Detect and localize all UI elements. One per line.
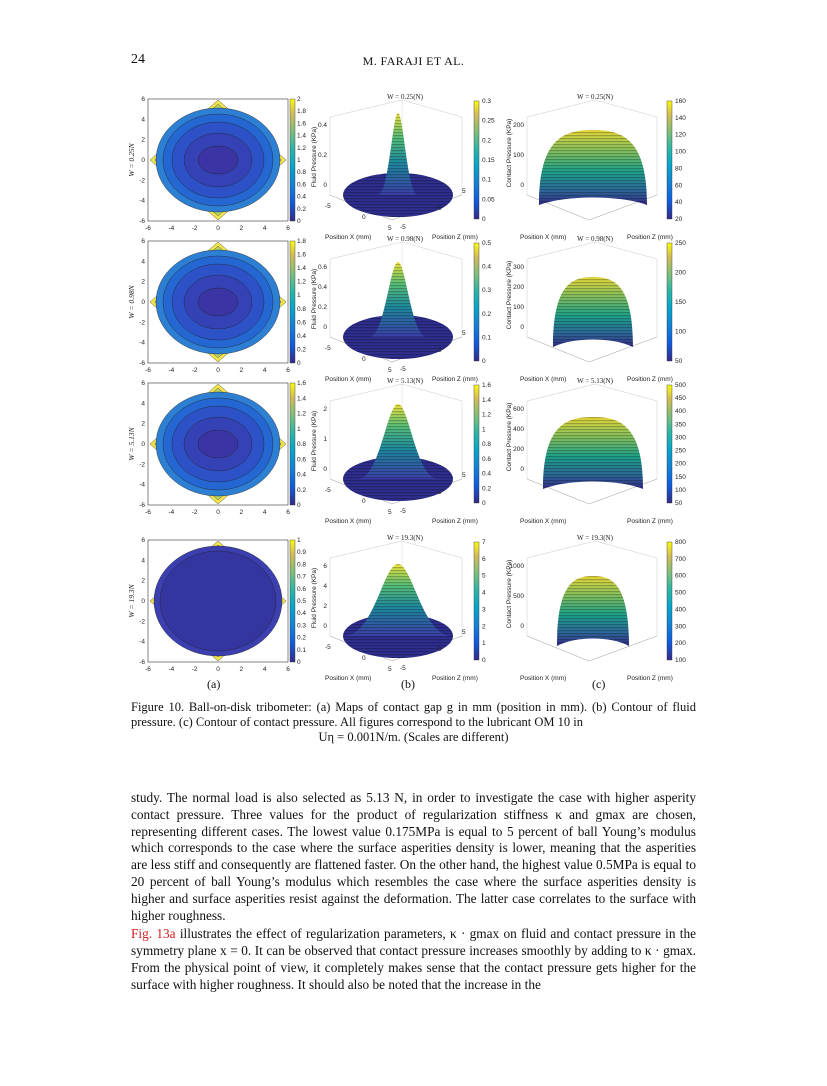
gap-x-tick: -2 (191, 367, 198, 374)
gap-y-tick: 4 (141, 400, 145, 408)
fluid-colorbar-tick: 0.3 (482, 98, 492, 105)
fluid-colorbar-tick: 0.1 (482, 176, 492, 184)
contact-pressure-dome-mesh (553, 277, 633, 347)
gap-x-tick: -4 (168, 509, 175, 516)
contact-pressure-dome-mesh (543, 417, 643, 489)
caption-line-2: Uη = 0.001N/m. (Scales are different) (318, 730, 509, 744)
fluid-colorbar-tick: 0 (482, 216, 486, 223)
gap-colorbar (290, 99, 295, 221)
fluid-z-axis-tick: 5 (462, 188, 466, 195)
gap-colorbar (290, 540, 295, 662)
contact-pos-x-label: Position X (mm) (520, 675, 567, 682)
contact-colorbar (667, 542, 672, 660)
fluid-colorbar-tick: 2 (482, 623, 486, 631)
fluid-colorbar-tick: 0.5 (482, 240, 492, 247)
gap-colorbar-tick: 2 (297, 96, 301, 103)
gap-y-tick: 2 (141, 420, 145, 428)
contact-z-tick: 200 (513, 446, 524, 453)
fluid-colorbar (474, 542, 479, 660)
gap-colorbar-tick: 1.4 (297, 395, 307, 403)
fluid-z-tick: 2 (323, 603, 327, 610)
gap-colorbar-tick: 0.4 (297, 610, 307, 618)
fluid-z-tick: 0.2 (317, 152, 327, 159)
contact-colorbar-tick: 80 (675, 165, 683, 173)
gap-contour-ellipse (160, 551, 276, 651)
contact-colorbar-tick: 300 (675, 434, 686, 442)
fluid-z-axis-tick: 0 (438, 646, 442, 653)
fluid-colorbar-tick: 0.15 (482, 157, 495, 164)
fluid-colorbar-tick: 6 (482, 555, 486, 563)
fluid-colorbar-tick: 1 (482, 426, 486, 434)
gap-colorbar-tick: 0.4 (297, 193, 307, 201)
contact-colorbar-tick: 50 (675, 358, 683, 365)
gap-x-tick: 2 (239, 367, 244, 374)
fluid-pressure-ylabel: Fluid Pressure (KPa) (311, 410, 318, 472)
fluid-z-tick: 4 (323, 583, 327, 590)
gap-colorbar-tick: 1.8 (297, 108, 307, 116)
fluid-colorbar-tick: 7 (482, 539, 486, 546)
gap-colorbar-tick: 0.2 (297, 634, 307, 642)
contact-colorbar-tick: 150 (675, 473, 686, 481)
contact-colorbar-tick: 200 (675, 640, 686, 648)
gap-y-tick: 6 (141, 537, 145, 544)
fluid-colorbar-tick: 0.1 (482, 334, 492, 342)
gap-x-tick: 2 (239, 666, 244, 673)
fluid-colorbar-tick: 0.2 (482, 485, 492, 493)
gap-y-tick: 6 (141, 238, 145, 245)
fluid-z-axis-tick: -5 (400, 366, 406, 373)
gap-colorbar (290, 383, 295, 505)
fluid-colorbar-tick: 3 (482, 606, 486, 614)
fluid-pos-z-label: Position Z (mm) (432, 376, 478, 383)
gap-y-tick: -6 (139, 659, 145, 666)
gap-colorbar (290, 241, 295, 363)
contact-colorbar-tick: 250 (675, 447, 686, 455)
contact-z-tick: 0 (520, 324, 524, 331)
gap-x-tick: 6 (286, 225, 290, 232)
gap-y-tick: -6 (139, 360, 145, 367)
fluid-colorbar-tick: 0.8 (482, 441, 492, 448)
w-label: W = 5.13N (127, 427, 136, 461)
fluid-pos-x-label: Position X (mm) (325, 518, 372, 525)
fluid-colorbar (474, 385, 479, 503)
contact-colorbar-tick: 60 (675, 182, 683, 190)
gap-y-tick: -4 (139, 638, 145, 646)
gap-y-tick: -4 (139, 339, 145, 347)
contact-colorbar-tick: 350 (675, 421, 686, 429)
gap-colorbar-tick: 0.9 (297, 549, 307, 557)
gap-colorbar-tick: 0.6 (297, 319, 307, 327)
gap-colorbar-tick: 0 (297, 502, 301, 509)
gap-colorbar-tick: 1 (297, 537, 301, 544)
gap-y-tick: 6 (141, 96, 145, 103)
fluid-colorbar-tick: 1 (482, 640, 486, 648)
gap-x-tick: 6 (286, 367, 290, 374)
fluid-pressure-ylabel: Fluid Pressure (KPa) (311, 567, 318, 629)
gap-colorbar-tick: 0.4 (297, 471, 307, 479)
contact-pressure-ylabel: Contact Pressure (KPa) (506, 402, 513, 472)
fluid-colorbar-tick: 0.25 (482, 117, 495, 125)
contact-plot-title: W = 5.13(N) (577, 377, 613, 385)
fluid-x-tick: 0 (362, 655, 366, 662)
contact-colorbar-tick: 160 (675, 98, 686, 105)
contact-colorbar-tick: 500 (675, 589, 686, 597)
gap-y-tick: 0 (141, 299, 145, 306)
body-text (131, 790, 696, 996)
contact-pressure-ylabel: Contact Pressure (KPa) (506, 559, 513, 629)
fluid-pos-x-label: Position X (mm) (325, 376, 372, 383)
contact-pressure-dome-mesh (557, 576, 629, 646)
fluid-z-tick: 0 (323, 182, 327, 189)
gap-y-tick: 0 (141, 598, 145, 605)
fluid-z-tick: 0 (323, 466, 327, 473)
gap-colorbar-tick: 1 (297, 425, 301, 433)
gap-y-tick: 6 (141, 380, 145, 387)
fluid-z-axis-tick: -5 (400, 665, 406, 672)
fluid-colorbar-tick: 0.4 (482, 263, 492, 271)
contact-pos-z-label: Position Z (mm) (627, 376, 673, 383)
figure-caption (131, 700, 696, 745)
page-number: 24 (131, 52, 145, 67)
fluid-colorbar-tick: 1.4 (482, 396, 492, 404)
fluid-pos-z-label: Position Z (mm) (432, 518, 478, 525)
fluid-z-axis-tick: 5 (462, 330, 466, 337)
fluid-z-axis-tick: 5 (462, 472, 466, 479)
gap-colorbar-tick: 0 (297, 218, 301, 225)
fluid-colorbar (474, 243, 479, 361)
contact-colorbar-tick: 200 (675, 269, 686, 277)
gap-x-tick: -2 (191, 225, 198, 232)
fluid-pos-z-label: Position Z (mm) (432, 675, 478, 682)
contact-colorbar-tick: 40 (675, 199, 683, 207)
contact-colorbar-tick: 140 (675, 114, 686, 122)
fluid-colorbar-tick: 0.2 (482, 310, 492, 318)
fluid-colorbar-tick: 0 (482, 358, 486, 365)
fluid-colorbar-tick: 5 (482, 572, 486, 580)
contact-colorbar-tick: 20 (675, 216, 683, 223)
fluid-colorbar-tick: 0 (482, 657, 486, 664)
fluid-colorbar-tick: 0.2 (482, 137, 492, 145)
fluid-z-axis-tick: 0 (438, 489, 442, 496)
gap-colorbar-tick: 1.4 (297, 265, 307, 273)
gap-x-tick: 4 (262, 367, 267, 374)
fluid-z-axis-tick: 5 (462, 629, 466, 636)
gap-colorbar-tick: 0.8 (297, 305, 307, 313)
gap-x-tick: 0 (216, 225, 220, 232)
gap-colorbar-tick: 0.8 (297, 441, 307, 448)
fluid-z-tick: 0.4 (317, 284, 327, 291)
gap-y-tick: 0 (141, 157, 145, 164)
fluid-z-tick: 0.2 (317, 304, 327, 311)
gap-y-tick: 2 (141, 278, 145, 286)
contact-z-tick: 200 (513, 122, 524, 129)
contact-pos-z-label: Position Z (mm) (627, 234, 673, 241)
gap-colorbar-tick: 0.5 (297, 598, 307, 605)
contact-z-tick: 1000 (509, 563, 524, 570)
fluid-x-tick: -5 (325, 203, 331, 210)
paragraph-2 (131, 926, 696, 993)
w-label: W = 0.25N (127, 143, 136, 177)
gap-colorbar-tick: 0.8 (297, 561, 307, 569)
gap-y-tick: -4 (139, 197, 145, 205)
figure-row-3 (127, 377, 686, 525)
contact-colorbar-tick: 200 (675, 460, 686, 468)
contact-z-tick: 600 (513, 406, 524, 413)
contact-colorbar-tick: 150 (675, 299, 686, 306)
contact-plot-title: W = 0.25(N) (577, 93, 613, 101)
contact-pressure-ylabel: Contact Pressure (KPa) (506, 260, 513, 330)
sublabel-a: (a) (207, 677, 221, 691)
gap-x-tick: 2 (239, 509, 244, 516)
fluid-z-tick: 0 (323, 324, 327, 331)
gap-x-tick: 4 (262, 509, 267, 516)
fluid-colorbar-tick: 1.6 (482, 382, 492, 389)
contact-colorbar-tick: 100 (675, 657, 686, 664)
contact-colorbar-tick: 400 (675, 606, 686, 614)
contact-colorbar-tick: 300 (675, 623, 686, 631)
fluid-pressure-ylabel: Fluid Pressure (KPa) (311, 126, 318, 188)
fluid-z-axis-tick: 0 (438, 347, 442, 354)
gap-colorbar-tick: 0.7 (297, 573, 307, 581)
gap-colorbar-tick: 0.8 (297, 169, 307, 177)
fluid-z-tick: 0.6 (317, 264, 327, 271)
contact-pos-z-label: Position Z (mm) (627, 675, 673, 682)
gap-y-tick: 4 (141, 116, 145, 124)
fluid-z-axis-tick: -5 (400, 224, 406, 231)
fluid-pos-x-label: Position X (mm) (325, 234, 372, 241)
fluid-colorbar-tick: 0.4 (482, 470, 492, 478)
fluid-x-tick: 0 (362, 356, 366, 363)
contact-colorbar-tick: 400 (675, 408, 686, 416)
gap-y-tick: -2 (139, 319, 145, 327)
gap-x-tick: 0 (216, 666, 220, 673)
gap-x-tick: 6 (286, 509, 290, 516)
gap-contour-ellipse (198, 288, 238, 316)
fluid-z-tick: 2 (323, 406, 327, 413)
fluid-plot-title: W = 5.13(N) (387, 377, 423, 385)
gap-colorbar-tick: 1.2 (297, 278, 307, 286)
fluid-plot-title: W = 19.3(N) (387, 534, 423, 542)
gap-x-tick: 6 (286, 666, 290, 673)
fluid-pressure-ylabel: Fluid Pressure (KPa) (311, 268, 318, 330)
contact-colorbar-tick: 50 (675, 500, 683, 507)
gap-contour-ellipse (198, 430, 238, 458)
gap-x-tick: -2 (191, 509, 198, 516)
gap-x-tick: 4 (262, 666, 267, 673)
gap-y-tick: -2 (139, 177, 145, 185)
gap-contour-ellipse (198, 146, 238, 174)
fluid-x-tick: -5 (325, 487, 331, 494)
gap-y-tick: 4 (141, 557, 145, 565)
contact-colorbar-tick: 100 (675, 328, 686, 336)
gap-colorbar-tick: 0.1 (297, 646, 307, 654)
fluid-x-tick: 5 (388, 225, 392, 232)
contact-pos-z-label: Position Z (mm) (627, 518, 673, 525)
fluid-plot-title: W = 0.25(N) (387, 93, 423, 101)
contact-pos-x-label: Position X (mm) (520, 234, 567, 241)
fluid-colorbar (474, 101, 479, 219)
contact-pressure-dome-mesh (539, 130, 647, 205)
contact-z-tick: 300 (513, 264, 524, 271)
contact-plot-title: W = 19.3(N) (577, 534, 613, 542)
fluid-z-axis-tick: -5 (400, 508, 406, 515)
gap-x-tick: -6 (145, 225, 151, 232)
fluid-plot-title: W = 0.98(N) (387, 235, 423, 243)
contact-plot-base (527, 337, 657, 362)
paragraph-1: study. The normal load is also selected as 5.13 N, in order to investigate the case with higher asperity contact pressure. Three values for the product of regularization stiffness κ and gmax are chosen, representing different cases. The lowest value 0.175MPa is equal to 5 percent of ball Young’s modulus which corresponds to the case where the surface asperities density is lower, meaning that the asperities are less stiff and consequently are flattened faster. On the other hand, the highest value 0.5MPa is equal to 20 percent of ball Young’s modulus which resembles the case where the surface asperities density is higher and surface asperities resist against the deformation. The latter case correlates to the surface with higher roughness. (131, 790, 696, 923)
figure-row-4 (127, 534, 686, 682)
figure-reference-link[interactable]: Fig. 13a (131, 926, 176, 942)
w-label: W = 19.3N (127, 584, 136, 618)
gap-x-tick: -6 (145, 509, 151, 516)
gap-x-tick: -6 (145, 666, 151, 673)
fluid-z-tick: 0.4 (317, 122, 327, 129)
contact-colorbar-tick: 600 (675, 572, 686, 580)
gap-colorbar-tick: 0.4 (297, 332, 307, 340)
contact-colorbar-tick: 450 (675, 395, 686, 403)
gap-colorbar-tick: 1.8 (297, 238, 307, 245)
gap-colorbar-tick: 1.4 (297, 132, 307, 140)
fluid-colorbar-tick: 0.3 (482, 287, 492, 295)
sublabel-c: (c) (592, 677, 606, 691)
gap-x-tick: 0 (216, 509, 220, 516)
fluid-pos-x-label: Position X (mm) (325, 675, 372, 682)
paragraph-2-text: illustrates the effect of regularization parameters, κ · gmax on fluid and contact pressure in the symmetry plane x = 0. It can be observed that contact pressure increases smoothly by adding to κ · gmax. From the physical point of view, it completely makes sense that the contact pressure gets higher for the surface with higher roughness. It should also be noted that the increase in the (131, 926, 696, 992)
fluid-z-tick: 1 (323, 436, 327, 443)
fluid-colorbar-tick: 4 (482, 589, 486, 597)
gap-x-tick: -4 (168, 225, 175, 232)
gap-x-tick: 2 (239, 225, 244, 232)
gap-x-tick: 0 (216, 367, 220, 374)
gap-colorbar-tick: 0.6 (297, 456, 307, 464)
fluid-x-tick: 5 (388, 367, 392, 374)
contact-z-tick: 500 (513, 593, 524, 600)
contact-colorbar-tick: 800 (675, 539, 686, 546)
gap-y-tick: -2 (139, 461, 145, 469)
fluid-x-tick: -5 (325, 345, 331, 352)
gap-y-tick: 0 (141, 441, 145, 448)
contact-z-tick: 200 (513, 284, 524, 291)
contact-pos-x-label: Position X (mm) (520, 376, 567, 383)
fluid-x-tick: 5 (388, 509, 392, 516)
contact-plot-title: W = 0.98(N) (577, 235, 613, 243)
contact-colorbar-tick: 100 (675, 148, 686, 156)
contact-z-tick: 400 (513, 426, 524, 433)
figure-row-1 (127, 93, 686, 241)
gap-colorbar-tick: 0.2 (297, 346, 307, 354)
contact-z-tick: 0 (520, 623, 524, 630)
fluid-colorbar-tick: 1.2 (482, 411, 492, 419)
contact-colorbar (667, 385, 672, 503)
running-head: M. FARAJI ET AL. (362, 54, 465, 68)
fluid-colorbar-tick: 0.6 (482, 455, 492, 463)
fluid-x-tick: -5 (325, 644, 331, 651)
gap-x-tick: -2 (191, 666, 198, 673)
contact-z-tick: 0 (520, 182, 524, 189)
contact-pos-x-label: Position X (mm) (520, 518, 567, 525)
contact-colorbar-tick: 120 (675, 131, 686, 139)
fluid-x-tick: 5 (388, 666, 392, 673)
gap-x-tick: -4 (168, 666, 175, 673)
gap-y-tick: -2 (139, 618, 145, 626)
fluid-colorbar-tick: 0.05 (482, 196, 495, 204)
sublabel-b: (b) (401, 677, 415, 691)
contact-pressure-ylabel: Contact Pressure (KPa) (506, 118, 513, 188)
gap-colorbar-tick: 0.6 (297, 585, 307, 593)
contact-z-tick: 0 (520, 466, 524, 473)
gap-colorbar-tick: 1.6 (297, 251, 307, 259)
contact-colorbar (667, 101, 672, 219)
gap-colorbar-tick: 0.3 (297, 622, 307, 630)
gap-y-tick: -6 (139, 218, 145, 225)
figure-row-2 (127, 235, 686, 383)
gap-colorbar-tick: 0 (297, 360, 301, 367)
gap-y-tick: 2 (141, 136, 145, 144)
contact-colorbar (667, 243, 672, 361)
gap-y-tick: -4 (139, 481, 145, 489)
contact-z-tick: 100 (513, 304, 524, 311)
fluid-pos-z-label: Position Z (mm) (432, 234, 478, 241)
contact-colorbar-tick: 500 (675, 382, 686, 389)
fluid-z-axis-tick: 0 (438, 205, 442, 212)
caption-line-1: Figure 10. Ball-on-disk tribometer: (a) Maps of contact gap g in mm (position in mm). (b) Contour of fluid pressure. (c) Contour of contact pressure. All figures correspond to the lubricant OM 10 in (131, 700, 696, 729)
gap-y-tick: 2 (141, 577, 145, 585)
contact-colorbar-tick: 700 (675, 555, 686, 563)
contact-z-tick: 100 (513, 152, 524, 159)
gap-colorbar-tick: 0.6 (297, 181, 307, 189)
contact-colorbar-tick: 250 (675, 240, 686, 247)
gap-colorbar-tick: 1.6 (297, 120, 307, 128)
gap-colorbar-tick: 0.2 (297, 486, 307, 494)
contact-plot-base (527, 636, 657, 661)
gap-colorbar-tick: 1.6 (297, 380, 307, 387)
gap-colorbar-tick: 0 (297, 659, 301, 666)
gap-y-tick: -6 (139, 502, 145, 509)
fluid-x-tick: 0 (362, 214, 366, 221)
gap-colorbar-tick: 1.2 (297, 410, 307, 418)
contact-colorbar-tick: 100 (675, 486, 686, 494)
gap-x-tick: -6 (145, 367, 151, 374)
gap-colorbar-tick: 0.2 (297, 205, 307, 213)
gap-y-tick: 4 (141, 258, 145, 266)
gap-colorbar-tick: 1 (297, 157, 301, 164)
gap-colorbar-tick: 1.2 (297, 144, 307, 152)
w-label: W = 0.98N (127, 285, 136, 319)
gap-x-tick: -4 (168, 367, 175, 374)
fluid-colorbar-tick: 0 (482, 500, 486, 507)
fluid-z-tick: 6 (323, 563, 327, 570)
fluid-x-tick: 0 (362, 498, 366, 505)
gap-colorbar-tick: 1 (297, 292, 301, 300)
fluid-z-tick: 0 (323, 623, 327, 630)
gap-x-tick: 4 (262, 225, 267, 232)
